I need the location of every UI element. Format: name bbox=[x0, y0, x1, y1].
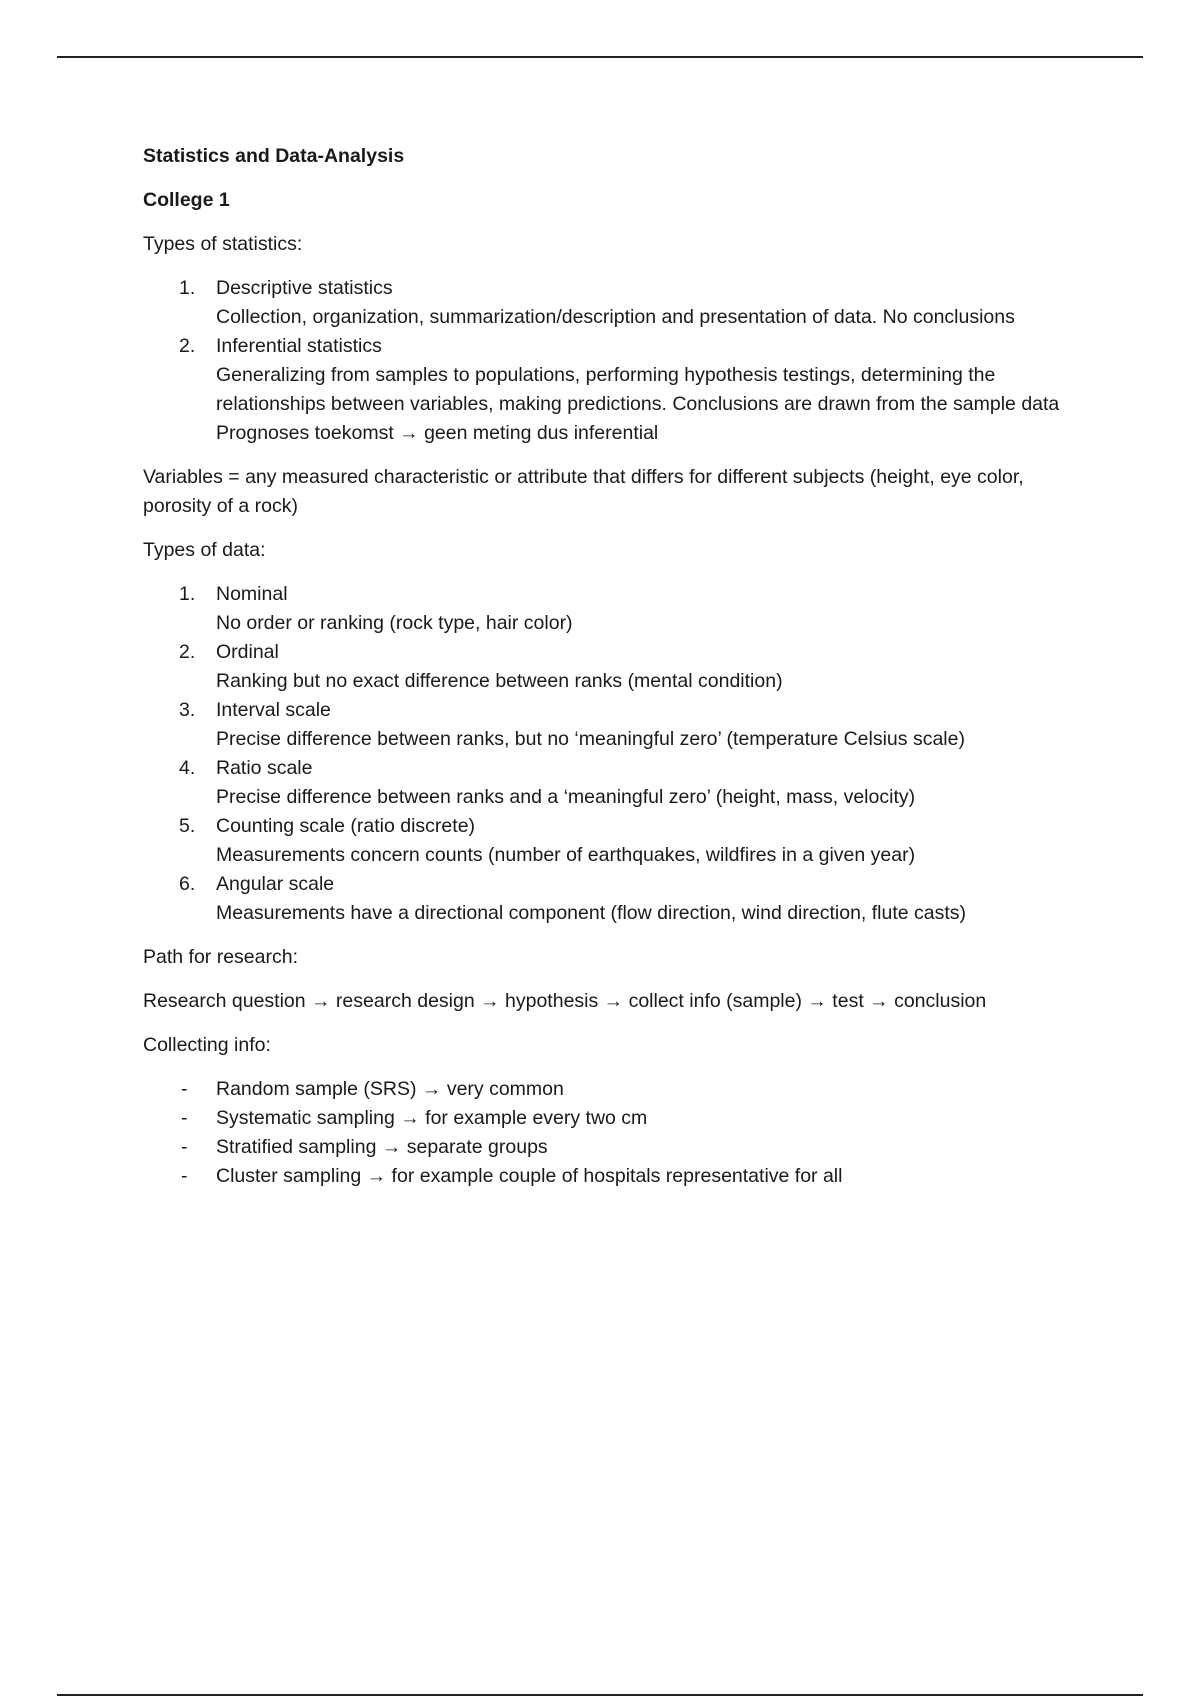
list-item-text: Random sample (SRS) → very common bbox=[216, 1078, 564, 1100]
list-marker: 2. bbox=[179, 641, 196, 663]
list-item-description: Collection, organization, summarization/description and presentation of data. No conclusions bbox=[216, 306, 1015, 328]
list-item-description: Precise difference between ranks and a ‘meaningful zero’ (height, mass, velocity) bbox=[216, 786, 916, 808]
dash-bullet-icon: - bbox=[181, 1136, 188, 1158]
list-item-name: Ordinal bbox=[216, 641, 279, 663]
list-item-text: Systematic sampling → for example every two cm bbox=[216, 1107, 648, 1129]
list-item bbox=[143, 1104, 1063, 1133]
dash-bullet-icon: - bbox=[181, 1107, 188, 1129]
list-marker: 4. bbox=[179, 757, 196, 779]
list-item-note: Prognoses toekomst → geen meting dus inferential bbox=[216, 422, 659, 444]
list-item-name: Angular scale bbox=[216, 873, 335, 895]
data-types-heading: Types of data: bbox=[143, 539, 266, 561]
list-item-name: Ratio scale bbox=[216, 757, 313, 779]
document-title: Statistics and Data-Analysis bbox=[143, 145, 405, 167]
list-item-description: Measurements concern counts (number of earthquakes, wildfires in a given year) bbox=[216, 844, 916, 866]
list-item-name: Inferential statistics bbox=[216, 335, 382, 357]
list-item-name: Counting scale (ratio discrete) bbox=[216, 815, 476, 837]
list-item bbox=[143, 332, 1063, 448]
list-item bbox=[143, 638, 1063, 696]
document-subtitle: College 1 bbox=[143, 189, 230, 211]
list-item-description: Ranking but no exact difference between ranks (mental condition) bbox=[216, 670, 783, 692]
list-item bbox=[143, 580, 1063, 638]
list-item-description: Generalizing from samples to populations, performing hypothesis testings, determining the relationships between variables, making predictions. Conclusions are drawn from the sample data bbox=[216, 364, 1060, 415]
stat-types-list bbox=[143, 274, 1063, 448]
list-item-description: Measurements have a directional component (flow direction, wind direction, flute casts) bbox=[216, 902, 967, 924]
collecting-info-list bbox=[143, 1075, 1063, 1191]
list-marker: 1. bbox=[179, 277, 196, 299]
list-item-name: Nominal bbox=[216, 583, 288, 605]
list-item-text: Stratified sampling → separate groups bbox=[216, 1136, 548, 1158]
bottom-rule bbox=[57, 1694, 1143, 1696]
data-types-list bbox=[143, 580, 1063, 928]
list-item-text: Cluster sampling → for example couple of hospitals representative for all bbox=[216, 1165, 843, 1187]
variables-definition: Variables = any measured characteristic or attribute that differs for different subjects (height, eye color, porosity of a rock) bbox=[143, 466, 1024, 517]
dash-bullet-icon: - bbox=[181, 1078, 188, 1100]
top-rule bbox=[57, 56, 1143, 58]
list-marker: 2. bbox=[179, 335, 196, 357]
list-item bbox=[143, 1162, 1063, 1191]
list-marker: 1. bbox=[179, 583, 196, 605]
list-item bbox=[143, 1133, 1063, 1162]
list-item-name: Interval scale bbox=[216, 699, 331, 721]
list-item bbox=[143, 812, 1063, 870]
collecting-info-heading: Collecting info: bbox=[143, 1034, 271, 1056]
list-item bbox=[143, 870, 1063, 928]
list-marker: 5. bbox=[179, 815, 196, 837]
research-path-flow: Research question → research design → hypothesis → collect info (sample) → test → conclusion bbox=[143, 990, 987, 1012]
list-item-name: Descriptive statistics bbox=[216, 277, 393, 299]
list-item bbox=[143, 274, 1063, 332]
list-marker: 6. bbox=[179, 873, 196, 895]
list-item-description: No order or ranking (rock type, hair color) bbox=[216, 612, 573, 634]
list-item-description: Precise difference between ranks, but no ‘meaningful zero’ (temperature Celsius scale) bbox=[216, 728, 965, 750]
stat-types-heading: Types of statistics: bbox=[143, 233, 303, 255]
list-item bbox=[143, 1075, 1063, 1104]
list-item bbox=[143, 754, 1063, 812]
dash-bullet-icon: - bbox=[181, 1165, 188, 1187]
list-item bbox=[143, 696, 1063, 754]
list-marker: 3. bbox=[179, 699, 196, 721]
research-path-heading: Path for research: bbox=[143, 946, 298, 968]
document-body bbox=[143, 142, 1063, 1206]
